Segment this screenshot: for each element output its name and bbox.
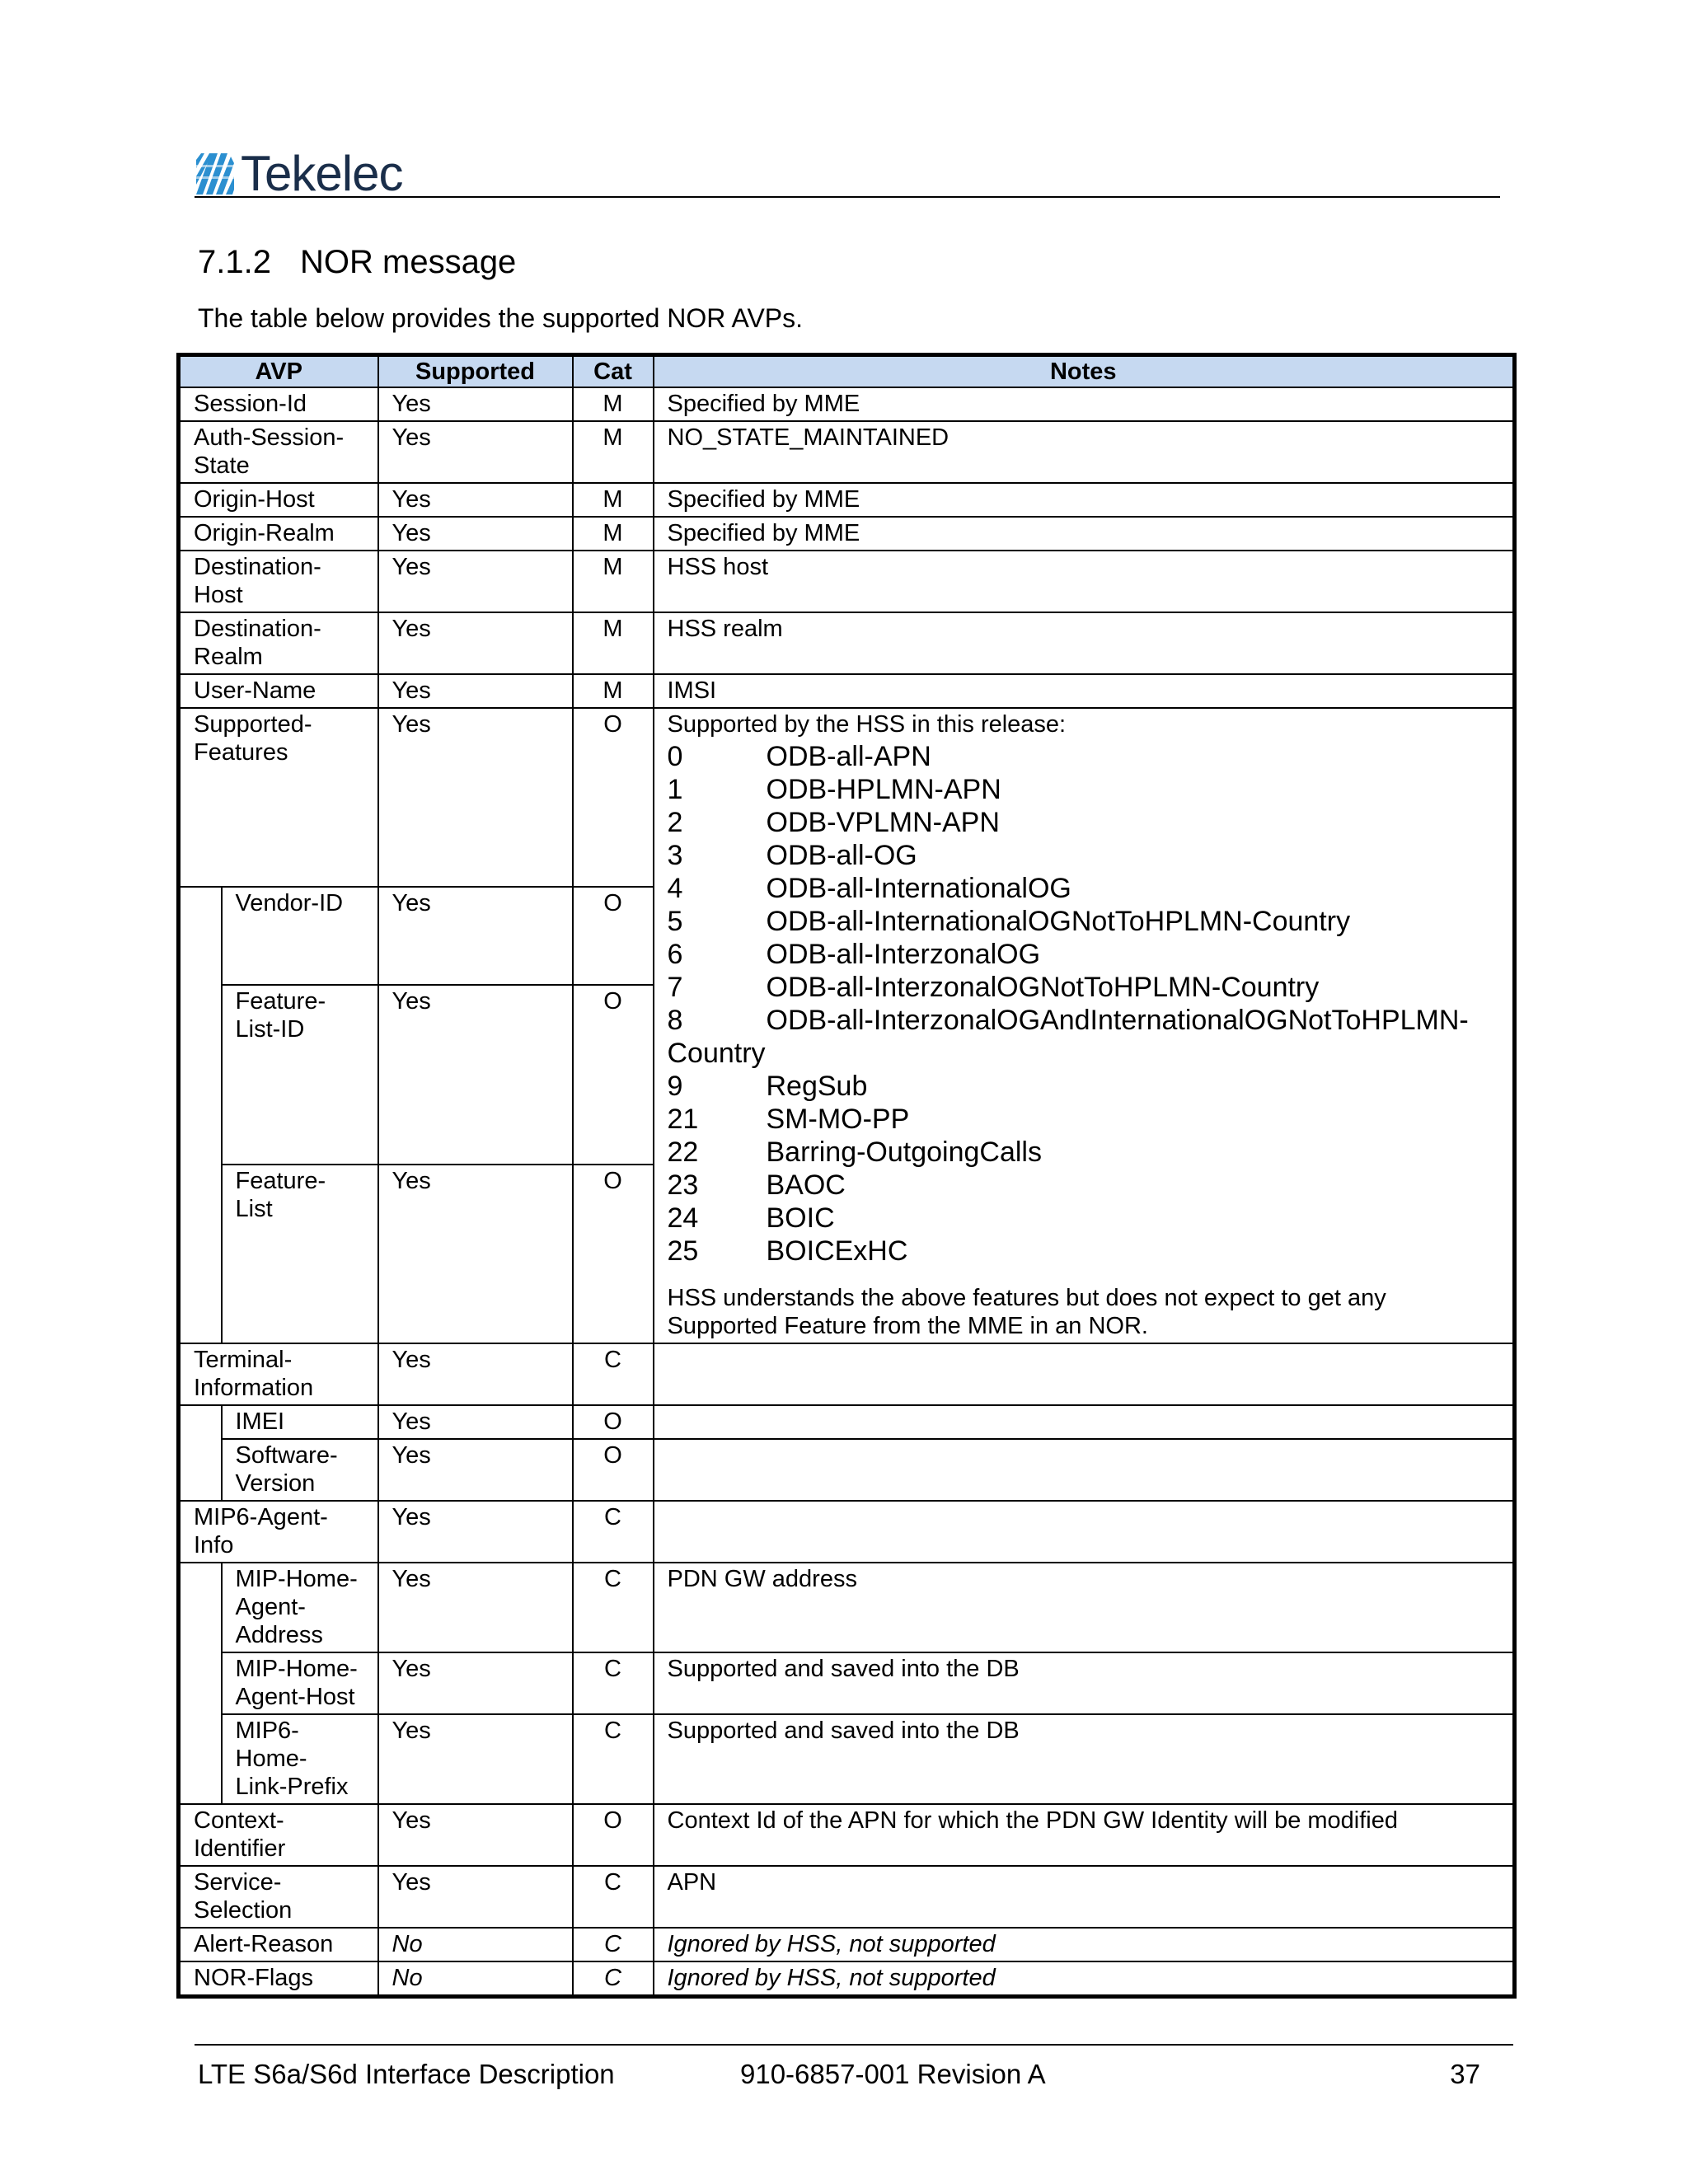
section-number: 7.1.2 xyxy=(198,244,271,280)
cat-cell: O xyxy=(573,887,654,985)
avp-cell: Origin-Realm xyxy=(179,517,378,551)
table-row xyxy=(179,551,1515,612)
avp-cell: Origin-Host xyxy=(179,483,378,517)
list-item: 9 RegSub xyxy=(667,1071,868,1102)
table-row xyxy=(179,1652,1515,1714)
tekelec-logo-icon xyxy=(195,152,236,196)
cat-cell: C xyxy=(573,1652,654,1714)
cat-cell: C xyxy=(573,1501,654,1563)
supported-cell: Yes xyxy=(378,1804,573,1866)
avp-cell: MIP6-Agent- Info xyxy=(179,1501,378,1563)
indent-cell xyxy=(179,985,222,1164)
cat-cell: M xyxy=(573,421,654,483)
nor-avp-table xyxy=(176,353,1517,1999)
list-item: 8 ODB-all-InterzonalOGAndInternationalOGNotToHPLMN- xyxy=(667,1005,1469,1036)
cat-cell: C xyxy=(573,1714,654,1804)
list-item: 25 BOICExHC xyxy=(667,1235,908,1267)
list-item-wrap: Country xyxy=(667,1038,766,1069)
page-footer xyxy=(195,2044,1513,2089)
notes-cell: Ignored by HSS, not supported xyxy=(654,1928,1515,1961)
supported-cell: No xyxy=(378,1928,573,1961)
list-item: 4 ODB-all-InternationalOG xyxy=(667,873,1071,904)
table-row xyxy=(179,1563,1515,1652)
table-row xyxy=(179,1714,1515,1804)
features-footer-note: HSS understands the above features but does not expect to get any Supported Feature from the MME in an NOR. xyxy=(667,1285,1386,1339)
supported-cell: Yes xyxy=(378,985,573,1164)
notes-cell: NO_STATE_MAINTAINED xyxy=(654,421,1515,483)
indent-cell xyxy=(179,1714,222,1804)
header-avp: AVP xyxy=(179,355,378,388)
table-row xyxy=(179,1501,1515,1563)
intro-text: The table below provides the supported NOR AVPs. xyxy=(198,303,804,333)
indent-cell xyxy=(179,1165,222,1343)
table-row xyxy=(179,674,1515,708)
list-item: 5 ODB-all-InternationalOGNotToHPLMN-Country xyxy=(667,906,1351,937)
notes-cell xyxy=(654,1439,1515,1501)
supported-cell: Yes xyxy=(378,1714,573,1804)
table-row xyxy=(179,708,1515,887)
avp-cell: Supported- Features xyxy=(179,708,378,887)
supported-cell: Yes xyxy=(378,887,573,985)
supported-cell: Yes xyxy=(378,1501,573,1563)
footer-page-number: 37 xyxy=(1450,2059,1480,2089)
cat-cell: C xyxy=(573,1343,654,1405)
table-row xyxy=(179,387,1515,421)
notes-cell: HSS realm xyxy=(654,612,1515,674)
supported-cell: Yes xyxy=(378,1165,573,1343)
notes-cell: IMSI xyxy=(654,674,1515,708)
supported-cell: Yes xyxy=(378,483,573,517)
list-item: 24 BOIC xyxy=(667,1202,835,1234)
header-cat: Cat xyxy=(573,355,654,388)
cat-cell: O xyxy=(573,1405,654,1439)
notes-cell xyxy=(654,1501,1515,1563)
supported-cell: Yes xyxy=(378,1866,573,1928)
supported-cell: Yes xyxy=(378,674,573,708)
supported-cell: Yes xyxy=(378,517,573,551)
features-notes-cell xyxy=(654,708,1515,1343)
notes-cell: APN xyxy=(654,1866,1515,1928)
avp-cell: NOR-Flags xyxy=(179,1961,378,1997)
supported-cell: Yes xyxy=(378,1652,573,1714)
table-row xyxy=(179,1405,1515,1439)
cat-cell: O xyxy=(573,708,654,887)
avp-cell: Service- Selection xyxy=(179,1866,378,1928)
supported-cell: Yes xyxy=(378,1563,573,1652)
notes-cell: Supported and saved into the DB xyxy=(654,1714,1515,1804)
avp-cell: User-Name xyxy=(179,674,378,708)
table-row xyxy=(179,1439,1515,1501)
supported-cell: Yes xyxy=(378,421,573,483)
list-item: 0 ODB-all-APN xyxy=(667,741,931,772)
supported-cell: No xyxy=(378,1961,573,1997)
avp-cell: MIP-Home- Agent-Host xyxy=(222,1652,378,1714)
cat-cell: O xyxy=(573,985,654,1164)
features-intro: Supported by the HSS in this release: xyxy=(667,711,1067,738)
cat-cell: O xyxy=(573,1804,654,1866)
table-row xyxy=(179,1866,1515,1928)
notes-cell: Specified by MME xyxy=(654,517,1515,551)
list-item: 6 ODB-all-InterzonalOG xyxy=(667,939,1041,970)
list-item: 21 SM-MO-PP xyxy=(667,1104,910,1135)
section-heading xyxy=(198,244,516,281)
avp-cell: Context- Identifier xyxy=(179,1804,378,1866)
table-row xyxy=(179,1928,1515,1961)
section-title: NOR message xyxy=(300,244,517,280)
supported-cell: Yes xyxy=(378,1439,573,1501)
table-row xyxy=(179,421,1515,483)
cat-cell: C xyxy=(573,1866,654,1928)
logo-text: Tekelec xyxy=(241,146,403,201)
supported-cell: Yes xyxy=(378,1343,573,1405)
avp-cell: Session-Id xyxy=(179,387,378,421)
list-item: 1 ODB-HPLMN-APN xyxy=(667,774,1001,805)
indent-cell xyxy=(179,1652,222,1714)
notes-cell: HSS host xyxy=(654,551,1515,612)
supported-cell: Yes xyxy=(378,551,573,612)
cat-cell: M xyxy=(573,674,654,708)
avp-cell: Auth-Session- State xyxy=(179,421,378,483)
supported-cell: Yes xyxy=(378,387,573,421)
list-item: 3 ODB-all-OG xyxy=(667,840,917,871)
cat-cell: M xyxy=(573,483,654,517)
notes-cell: Specified by MME xyxy=(654,483,1515,517)
table-row xyxy=(179,1804,1515,1866)
supported-cell: Yes xyxy=(378,708,573,887)
list-item: 22 Barring-OutgoingCalls xyxy=(667,1137,1042,1168)
table-row xyxy=(179,612,1515,674)
notes-cell: Supported and saved into the DB xyxy=(654,1652,1515,1714)
notes-cell: PDN GW address xyxy=(654,1563,1515,1652)
notes-cell: Ignored by HSS, not supported xyxy=(654,1961,1515,1997)
indent-cell xyxy=(179,887,222,985)
avp-cell: IMEI xyxy=(222,1405,378,1439)
cat-cell: O xyxy=(573,1439,654,1501)
avp-cell: Destination- Realm xyxy=(179,612,378,674)
list-item: 2 ODB-VPLMN-APN xyxy=(667,807,1000,838)
header-notes: Notes xyxy=(654,355,1515,388)
avp-cell: Vendor-ID xyxy=(222,887,378,985)
features-list xyxy=(668,740,1500,1268)
footer-doc-number: 910-6857-001 Revision A xyxy=(740,2059,1046,2089)
table-row xyxy=(179,1961,1515,1997)
table-row xyxy=(179,483,1515,517)
tekelec-logo xyxy=(195,145,402,202)
table-row xyxy=(179,517,1515,551)
notes-cell xyxy=(654,1343,1515,1405)
supported-cell: Yes xyxy=(378,1405,573,1439)
cat-cell: M xyxy=(573,551,654,612)
avp-cell: MIP-Home- Agent- Address xyxy=(222,1563,378,1652)
header-supported: Supported xyxy=(378,355,573,388)
cat-cell: M xyxy=(573,517,654,551)
cat-cell: C xyxy=(573,1928,654,1961)
cat-cell: M xyxy=(573,387,654,421)
list-item: 23 BAOC xyxy=(667,1169,846,1201)
notes-cell: Specified by MME xyxy=(654,387,1515,421)
indent-cell xyxy=(179,1439,222,1501)
cat-cell: O xyxy=(573,1165,654,1343)
table-row xyxy=(179,1343,1515,1405)
cat-cell: C xyxy=(573,1563,654,1652)
avp-cell: MIP6- Home- Link-Prefix xyxy=(222,1714,378,1804)
avp-cell: Feature- List xyxy=(222,1165,378,1343)
notes-cell xyxy=(654,1405,1515,1439)
avp-cell: Software- Version xyxy=(222,1439,378,1501)
avp-cell: Destination- Host xyxy=(179,551,378,612)
list-item: 7 ODB-all-InterzonalOGNotToHPLMN-Country xyxy=(667,972,1320,1003)
avp-cell: Alert-Reason xyxy=(179,1928,378,1961)
footer-doc-title: LTE S6a/S6d Interface Description xyxy=(198,2059,615,2089)
notes-cell: Context Id of the APN for which the PDN GW Identity will be modified xyxy=(654,1804,1515,1866)
indent-cell xyxy=(179,1563,222,1652)
cat-cell: M xyxy=(573,612,654,674)
avp-cell: Feature- List-ID xyxy=(222,985,378,1164)
avp-cell: Terminal- Information xyxy=(179,1343,378,1405)
cat-cell: C xyxy=(573,1961,654,1997)
indent-cell xyxy=(179,1405,222,1439)
page-header xyxy=(195,140,1500,201)
supported-cell: Yes xyxy=(378,612,573,674)
table-header-row xyxy=(179,355,1515,388)
